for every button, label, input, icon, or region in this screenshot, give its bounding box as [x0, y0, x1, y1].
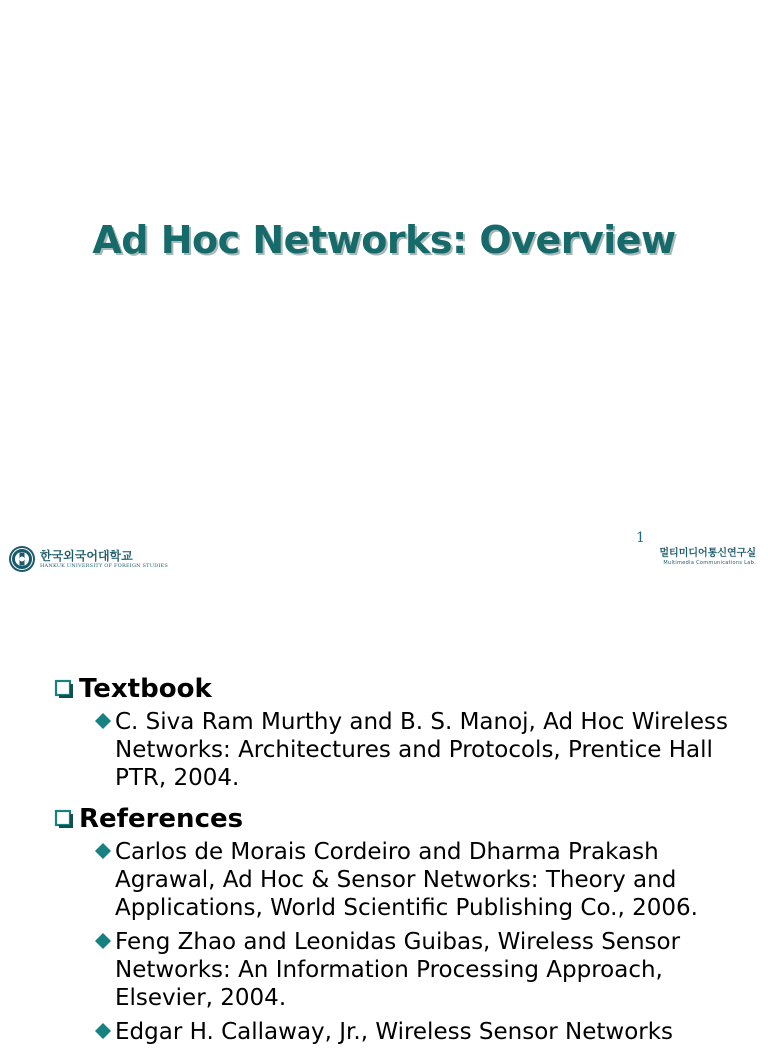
filled-diamond-icon [92, 840, 114, 862]
list-item [54, 1018, 744, 1046]
section-heading-label: References [79, 804, 244, 834]
list-item-text: Edgar H. Callaway, Jr., Wireless Sensor Networks [115, 1019, 674, 1045]
lab-name-korean: 멀티미디어통신연구실 [659, 548, 756, 559]
university-seal-icon [8, 545, 36, 573]
hollow-square-icon [54, 809, 74, 829]
section-heading-label: Textbook [79, 674, 212, 704]
section-heading-references [54, 804, 744, 834]
list-item [54, 928, 744, 1012]
university-logo [8, 545, 168, 573]
list-item [54, 838, 744, 922]
list-item-text: Feng Zhao and Leonidas Guibas, Wireless Sensor Networks: An Information Processing Approach, Elsevier, 2004. [115, 929, 681, 1011]
filled-diamond-icon [92, 930, 114, 952]
hollow-square-icon [54, 679, 74, 699]
filled-diamond-icon [92, 710, 114, 732]
university-name-korean: 한국외국어대학교 [40, 548, 133, 563]
page-number: 1 [636, 530, 645, 546]
references-slide [0, 640, 768, 1045]
lab-logo [659, 549, 756, 566]
list-item-text: C. Siva Ram Murthy and B. S. Manoj, Ad Hoc Wireless Networks: Architectures and Protocols, Prentice Hall PTR, 2004. [115, 709, 728, 791]
bullet-list [54, 674, 744, 1052]
slide-title: Ad Hoc Networks: Overview [92, 218, 676, 262]
filled-diamond-icon [92, 1020, 114, 1042]
lab-name-english: Multimedia Communications Lab. [663, 560, 756, 566]
list-item-text: Carlos de Morais Cordeiro and Dharma Prakash Agrawal, Ad Hoc & Sensor Networks: Theory and Applications, World Scientific Publishing Co., 2006. [115, 839, 698, 921]
section-heading-textbook [54, 674, 744, 704]
list-item [54, 708, 744, 792]
university-name-english: HANKUK UNIVERSITY OF FOREIGN STUDIES [40, 562, 168, 569]
